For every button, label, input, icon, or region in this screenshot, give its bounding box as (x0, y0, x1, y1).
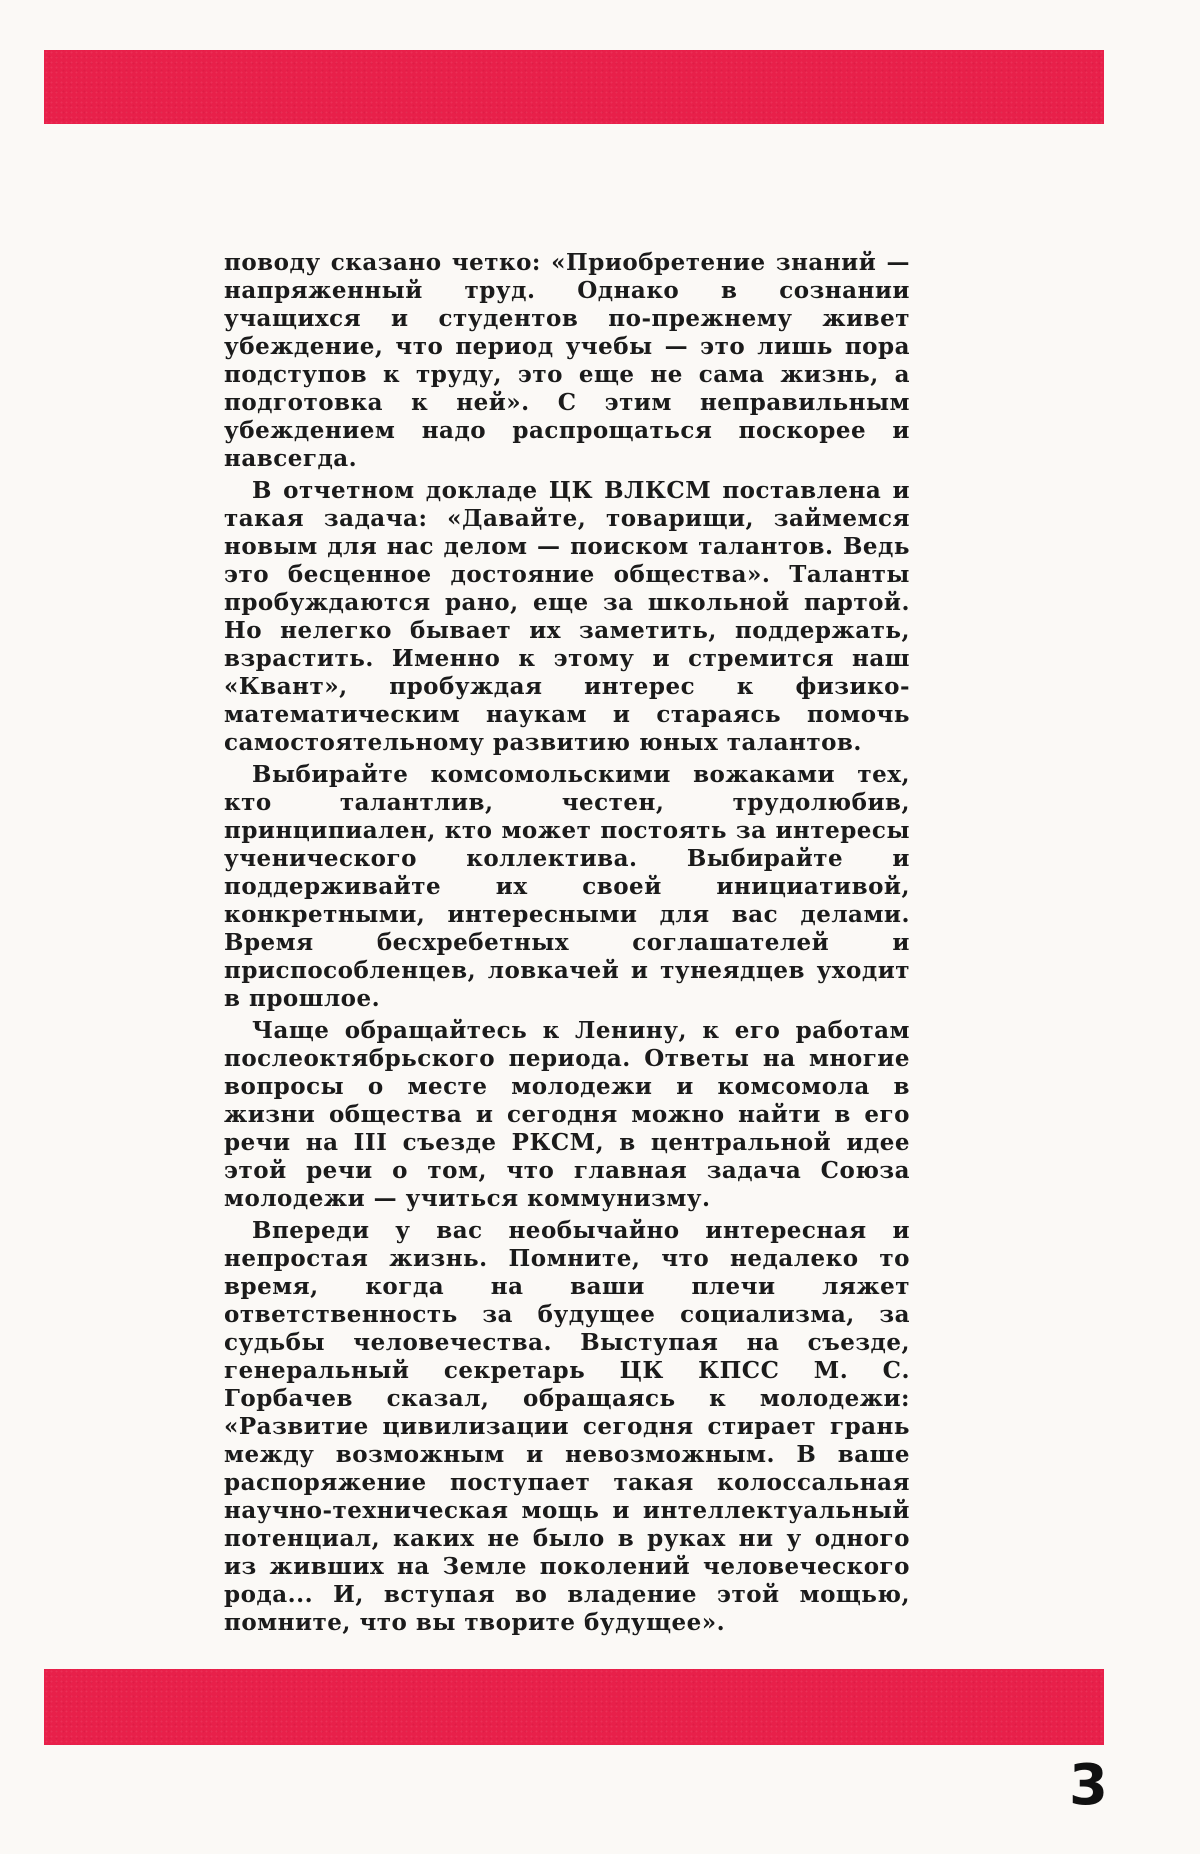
paragraph-5: Впереди у вас необычайно интересная и непростая жизнь. Помните, что недалеко то время, когда на ваши плечи ляжет ответственность за будущее социализма, за судьбы человечества. Выступая на съезде, генеральный секретарь ЦК КПСС М. С. Горбачев сказал, обращаясь к молодежи: «Развитие цивилизации сегодня стирает грань между возможным и невозможным. В ваше распоряжение поступает такая колоссальная научно-техническая мощь и интеллектуальный потенциал, каких не было в руках ни у одного из живших на Земле поколений человеческого рода... И, вступая во владение этой мощью, помните, что вы творите будущее». (224, 1217, 910, 1636)
top-red-band (44, 50, 1104, 124)
article-body (224, 249, 910, 1637)
paragraph-4: Чаще обращайтесь к Ленину, к его работам послеоктябрьского периода. Ответы на многие вопросы о месте молодежи и комсомола в жизни общества и сегодня можно найти в его речи на III съезде РКСМ, в центральной идее этой речи о том, что главная задача Союза молодежи — учиться коммунизму. (224, 1017, 910, 1212)
paragraph-1: поводу сказано четко: «Приобретение знаний — напряженный труд. Однако в сознании учащихся и студентов по-прежнему живет убеждение, что период учебы — это лишь пора подступов к труду, это еще не сама жизнь, а подготовка к ней». С этим неправильным убеждением надо распрощаться поскорее и навсегда. (224, 249, 910, 472)
bottom-red-band (44, 1669, 1104, 1745)
paragraph-2: В отчетном докладе ЦК ВЛКСМ поставлена и такая задача: «Давайте, товарищи, займемся новым для нас делом — поиском талантов. Ведь это бесценное достояние общества». Таланты пробуждаются рано, еще за школьной партой. Но нелегко бывает их заметить, поддержать, взрастить. Именно к этому и стремится наш «Квант», пробуждая интерес к физико-математическим наукам и стараясь помочь самостоятельному развитию юных талантов. (224, 477, 910, 756)
paragraph-3: Выбирайте комсомольскими вожаками тех, кто талантлив, честен, трудолюбив, принципиален, кто может постоять за интересы ученического коллектива. Выбирайте и поддерживайте их своей инициативой, конкретными, интересными для вас делами. Время бесхребетных соглашателей и приспособленцев, ловкачей и тунеядцев уходит в прошлое. (224, 761, 910, 1012)
page-number: 3 (1069, 1753, 1108, 1818)
